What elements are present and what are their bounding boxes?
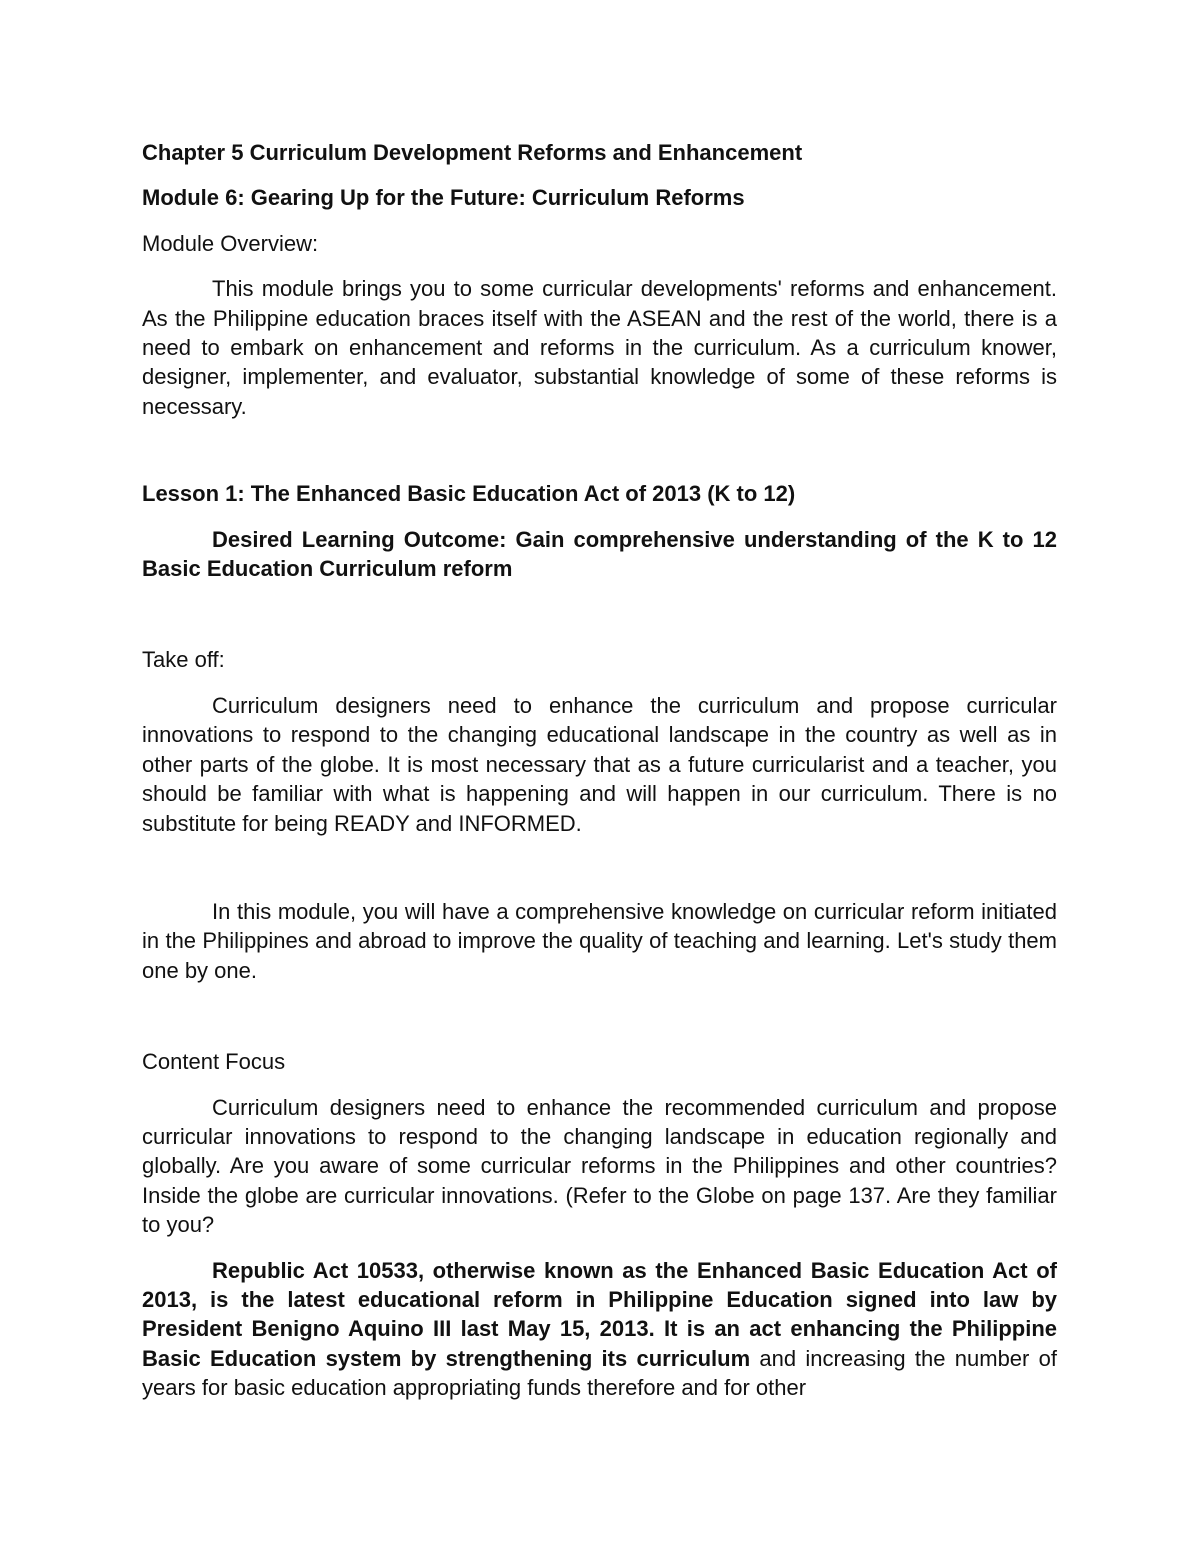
take-off-label: Take off: (142, 647, 225, 673)
lesson-title: Lesson 1: The Enhanced Basic Education Act of 2013 (K to 12) (142, 481, 796, 507)
take-off-paragraph-2: In this module, you will have a comprehensive knowledge on curricular reform initiated in the Philippines and abroad to improve the quality of teaching and learning. Let's study them one by one. (142, 898, 1057, 983)
desired-learning-outcome: Desired Learning Outcome: Gain comprehensive understanding of the K to 12 Basic Education Curriculum reform (142, 526, 1057, 582)
republic-act-regular-text: and increasing the number of years for basic education appropriating funds therefore and for other (142, 1345, 1057, 1401)
document-page (142, 138, 1057, 1403)
module-overview-paragraph: This module brings you to some curricular developments' reforms and enhancement. As the Philippine education braces itself with the ASEAN and the rest of the world, there is a need to embark on enhancement and reforms in the curriculum. As a curriculum knower, designer, implementer, and evaluator, substantial knowledge of some of these reforms is necessary. (142, 276, 1057, 419)
republic-act-bold-text: Republic Act 10533, otherwise known as the Enhanced Basic Education Act of 2013, is the latest educational reform in Philippine Education signed into law by President Benigno Aquino III last May 15, 2013. It is an act enhancing the Philippine Basic Education system by strengthening its curriculum (142, 1257, 1057, 1371)
chapter-title: Chapter 5 Curriculum Development Reforms and Enhancement (142, 140, 803, 165)
content-focus-paragraph: Curriculum designers need to enhance the recommended curriculum and propose curricular innovations to respond to the changing landscape in education regionally and globally. Are you aware of some curricular reforms in the Philippines and other countries? Inside the globe are curricular innovations. (Refer to the Globe on page 137. Are they familiar to you? (142, 1094, 1057, 1238)
content-focus-label: Content Focus (142, 1049, 286, 1075)
module-title: Module 6: Gearing Up for the Future: Curriculum Reforms (142, 185, 745, 211)
module-overview-label: Module Overview: (142, 230, 319, 256)
take-off-paragraph-1: Curriculum designers need to enhance the curriculum and propose curricular innovations to respond to the changing educational landscape in the country as well as in other parts of the globe. It is most necessary that as a future curricularist and a teacher, you should be familiar with what is happening and will happen in our curriculum. There is no substitute for being READY and INFORMED. (142, 692, 1057, 836)
republic-act-paragraph (142, 1256, 1057, 1403)
